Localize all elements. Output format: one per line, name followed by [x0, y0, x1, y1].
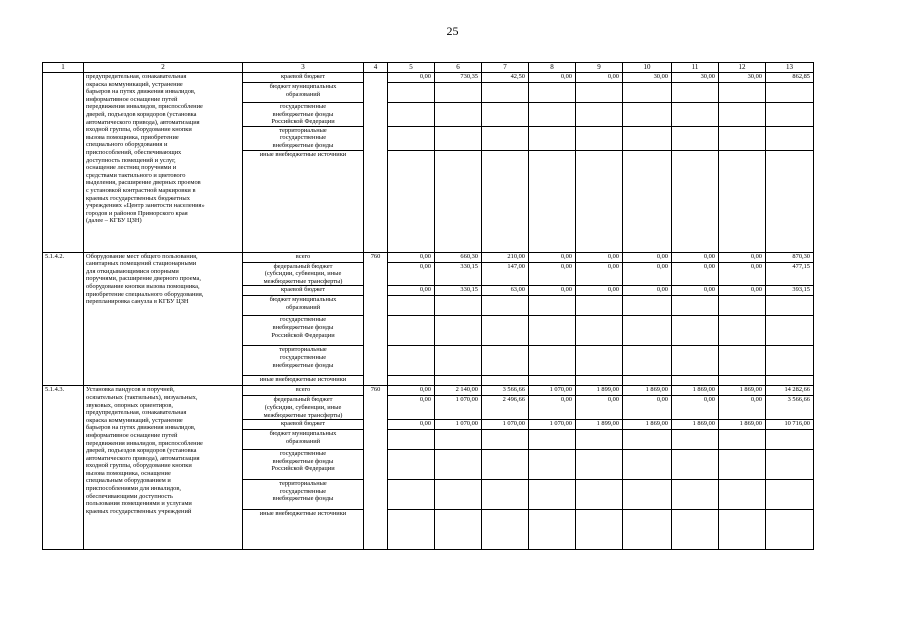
amount-cell: 63,00	[482, 286, 529, 296]
amount-cell	[529, 150, 576, 252]
amount-cell: 330,15	[435, 262, 482, 286]
amount-cell	[719, 510, 766, 550]
column-header: 8	[529, 63, 576, 73]
amount-cell	[766, 480, 814, 510]
amount-cell: 0,00	[672, 396, 719, 420]
amount-cell: 0,00	[623, 396, 672, 420]
column-header: 1	[43, 63, 84, 73]
amount-cell	[766, 450, 814, 480]
amount-cell: 0,00	[529, 73, 576, 83]
amount-cell	[672, 83, 719, 103]
column-header: 12	[719, 63, 766, 73]
item-description: предупредительная, ознакавательная окраска коммуникаций, устранение барьеров на путях движения инвалидов, информативное оснащение путей передвижения инвалидов, приспособление дверей, подъездов коридоров (установка автоматического привода), автоматизация входной группы, оборудование кнопки вызова помощника, приобретение специального оборудования и приспособлений, обеспечивающих доступность помещений и услуг, оснащение лестниц поручнями и средствами тактильного и цветового выделения, расширение дверных проемов с установкой контрастной маркировки в краевых государственных бюджетных учреждениях «Центр занятости населения» городов и районов Приморского края (далее – КГБУ ЦЗН)	[84, 73, 243, 253]
funding-source-label: территориальные государственные внебюджетные фонды	[243, 480, 364, 510]
amount-cell	[435, 316, 482, 346]
funding-source-label: территориальные государственные внебюджетные фонды	[243, 346, 364, 376]
amount-cell	[623, 510, 672, 550]
amount-cell: 0,00	[529, 286, 576, 296]
amount-cell: 0,00	[719, 262, 766, 286]
amount-cell: 477,15	[766, 262, 814, 286]
amount-cell	[623, 450, 672, 480]
amount-cell: 1 070,00	[529, 386, 576, 396]
funding-source-label: всего	[243, 252, 364, 262]
amount-cell	[576, 103, 623, 127]
amount-cell: 862,85	[766, 73, 814, 83]
amount-cell	[623, 430, 672, 450]
amount-cell	[435, 103, 482, 127]
amount-cell	[435, 480, 482, 510]
column-header: 7	[482, 63, 529, 73]
column-header: 4	[364, 63, 388, 73]
amount-cell	[529, 480, 576, 510]
amount-cell	[482, 450, 529, 480]
amount-cell: 0,00	[388, 262, 435, 286]
amount-cell	[576, 510, 623, 550]
funding-source-label: государственные внебюджетные фонды Российской Федерации	[243, 103, 364, 127]
amount-cell	[388, 150, 435, 252]
funding-source-label: бюджет муниципальных образований	[243, 430, 364, 450]
item-code: 5.1.4.2.	[43, 252, 84, 386]
amount-cell	[672, 296, 719, 316]
amount-cell	[766, 376, 814, 386]
amount-cell	[529, 430, 576, 450]
amount-cell: 870,30	[766, 252, 814, 262]
amount-cell	[482, 103, 529, 127]
budget-code	[364, 73, 388, 253]
amount-cell: 1 070,00	[482, 420, 529, 430]
amount-cell	[388, 103, 435, 127]
amount-cell	[672, 316, 719, 346]
amount-cell	[672, 103, 719, 127]
amount-cell: 14 282,66	[766, 386, 814, 396]
amount-cell: 30,00	[719, 73, 766, 83]
amount-cell: 0,00	[388, 252, 435, 262]
amount-cell	[482, 510, 529, 550]
amount-cell	[482, 480, 529, 510]
funding-source-label: краевой бюджет	[243, 420, 364, 430]
amount-cell	[435, 346, 482, 376]
amount-cell: 330,15	[435, 286, 482, 296]
amount-cell	[435, 376, 482, 386]
amount-cell: 210,00	[482, 252, 529, 262]
amount-cell	[388, 430, 435, 450]
amount-cell: 1 070,00	[435, 420, 482, 430]
amount-cell	[672, 510, 719, 550]
amount-cell	[388, 83, 435, 103]
amount-cell: 0,00	[623, 262, 672, 286]
amount-cell	[435, 150, 482, 252]
amount-cell: 0,00	[672, 252, 719, 262]
funding-table	[42, 62, 814, 550]
amount-cell: 1 869,00	[719, 386, 766, 396]
amount-cell	[482, 376, 529, 386]
amount-cell	[576, 316, 623, 346]
amount-cell: 730,35	[435, 73, 482, 83]
amount-cell: 0,00	[576, 262, 623, 286]
amount-cell: 30,00	[623, 73, 672, 83]
amount-cell	[529, 296, 576, 316]
amount-cell	[719, 83, 766, 103]
amount-cell	[623, 346, 672, 376]
amount-cell	[623, 296, 672, 316]
amount-cell	[672, 346, 719, 376]
table-row	[43, 386, 814, 396]
budget-code: 760	[364, 252, 388, 386]
column-header: 13	[766, 63, 814, 73]
amount-cell	[576, 480, 623, 510]
amount-cell: 0,00	[388, 286, 435, 296]
amount-cell: 0,00	[529, 252, 576, 262]
amount-cell	[766, 430, 814, 450]
amount-cell: 1 869,00	[672, 386, 719, 396]
amount-cell: 0,00	[576, 286, 623, 296]
amount-cell: 0,00	[388, 73, 435, 83]
funding-source-label: государственные внебюджетные фонды Российской Федерации	[243, 316, 364, 346]
amount-cell	[576, 430, 623, 450]
amount-cell	[766, 150, 814, 252]
amount-cell	[766, 83, 814, 103]
amount-cell	[576, 376, 623, 386]
amount-cell	[766, 296, 814, 316]
amount-cell: 1 070,00	[529, 420, 576, 430]
amount-cell: 0,00	[576, 396, 623, 420]
table-row	[43, 73, 814, 83]
amount-cell	[766, 126, 814, 150]
amount-cell	[576, 450, 623, 480]
amount-cell: 0,00	[719, 286, 766, 296]
column-header: 2	[84, 63, 243, 73]
funding-source-label: иные внебюджетные источники	[243, 510, 364, 550]
page-number: 25	[446, 24, 459, 38]
amount-cell	[482, 316, 529, 346]
amount-cell	[388, 296, 435, 316]
amount-cell	[719, 376, 766, 386]
funding-source-label: территориальные государственные внебюджетные фонды	[243, 126, 364, 150]
amount-cell	[529, 510, 576, 550]
column-header: 6	[435, 63, 482, 73]
amount-cell	[388, 376, 435, 386]
amount-cell: 0,00	[388, 396, 435, 420]
amount-cell	[388, 316, 435, 346]
amount-cell: 1 899,00	[576, 386, 623, 396]
amount-cell	[719, 150, 766, 252]
amount-cell	[719, 103, 766, 127]
amount-cell	[435, 83, 482, 103]
column-header: 9	[576, 63, 623, 73]
funding-source-label: федеральный бюджет (субсидии, субвенции, иные межбюджетные трансферты)	[243, 396, 364, 420]
amount-cell	[435, 430, 482, 450]
amount-cell: 0,00	[719, 252, 766, 262]
amount-cell	[766, 103, 814, 127]
amount-cell	[719, 316, 766, 346]
amount-cell	[576, 296, 623, 316]
amount-cell	[576, 83, 623, 103]
amount-cell: 393,15	[766, 286, 814, 296]
amount-cell	[623, 376, 672, 386]
amount-cell: 2 140,00	[435, 386, 482, 396]
amount-cell	[529, 103, 576, 127]
amount-cell	[623, 126, 672, 150]
amount-cell	[435, 510, 482, 550]
amount-cell	[719, 346, 766, 376]
amount-cell	[672, 430, 719, 450]
amount-cell	[388, 346, 435, 376]
amount-cell	[435, 296, 482, 316]
amount-cell	[672, 450, 719, 480]
amount-cell	[576, 126, 623, 150]
amount-cell	[766, 346, 814, 376]
item-code: 5.1.4.3.	[43, 386, 84, 550]
item-description: Оборудование мест общего пользования, санитарных помещений стационарными для откидывающимися опорными поручнями, расширение дверного проема, оборудование кнопки вызова помощника, приобретение специального оборудования, перепланировка санузла в КГБУ ЦЗН	[84, 252, 243, 386]
amount-cell	[482, 430, 529, 450]
amount-cell: 42,50	[482, 73, 529, 83]
funding-source-label: всего	[243, 386, 364, 396]
amount-cell	[529, 316, 576, 346]
amount-cell	[435, 450, 482, 480]
amount-cell	[672, 126, 719, 150]
amount-cell: 0,00	[388, 420, 435, 430]
amount-cell	[623, 103, 672, 127]
amount-cell	[766, 316, 814, 346]
funding-source-label: иные внебюджетные источники	[243, 150, 364, 252]
amount-cell	[529, 346, 576, 376]
amount-cell: 1 070,00	[435, 396, 482, 420]
amount-cell: 1 869,00	[623, 386, 672, 396]
amount-cell	[529, 376, 576, 386]
amount-cell	[435, 126, 482, 150]
amount-cell: 10 716,00	[766, 420, 814, 430]
funding-source-label: иные внебюджетные источники	[243, 376, 364, 386]
amount-cell	[482, 346, 529, 376]
funding-source-label: бюджет муниципальных образований	[243, 83, 364, 103]
amount-cell	[482, 296, 529, 316]
amount-cell: 0,00	[388, 386, 435, 396]
amount-cell: 2 496,66	[482, 396, 529, 420]
amount-cell: 0,00	[672, 286, 719, 296]
amount-cell	[529, 83, 576, 103]
budget-code: 760	[364, 386, 388, 550]
amount-cell: 0,00	[623, 252, 672, 262]
amount-cell	[623, 480, 672, 510]
amount-cell	[482, 83, 529, 103]
amount-cell	[672, 376, 719, 386]
amount-cell: 30,00	[672, 73, 719, 83]
amount-cell	[719, 480, 766, 510]
amount-cell: 3 566,66	[482, 386, 529, 396]
amount-cell: 0,00	[623, 286, 672, 296]
amount-cell: 0,00	[576, 252, 623, 262]
funding-source-label: краевой бюджет	[243, 73, 364, 83]
amount-cell	[719, 126, 766, 150]
amount-cell	[766, 510, 814, 550]
header-row	[43, 63, 814, 73]
amount-cell	[719, 430, 766, 450]
amount-cell	[388, 480, 435, 510]
funding-source-label: краевой бюджет	[243, 286, 364, 296]
amount-cell: 0,00	[529, 262, 576, 286]
amount-cell	[672, 480, 719, 510]
amount-cell: 1 869,00	[623, 420, 672, 430]
item-description: Установка пандусов и поручней, осязательных (тактильных), визуальных, звуковых, опорных ориентиров, предупредительная, ознакавательная окраска коммуникаций, устранение барьеров на путях движения инвалидов, информативное оснащение путей передвижения инвалидов, приспособление дверей, подъездов коридоров (установка автоматического привода), автоматизация входной группы, оборудование кнопки вызова помощника, оснащение специальным оборудованием и приспособлениями для инвалидов, обеспечивающими доступность пользования помещениями и услугами краевых государственных учреждений	[84, 386, 243, 550]
amount-cell: 1 899,00	[576, 420, 623, 430]
amount-cell: 0,00	[576, 73, 623, 83]
table-row	[43, 252, 814, 262]
amount-cell: 660,30	[435, 252, 482, 262]
amount-cell	[576, 346, 623, 376]
amount-cell: 147,00	[482, 262, 529, 286]
column-header: 10	[623, 63, 672, 73]
amount-cell: 1 869,00	[719, 420, 766, 430]
amount-cell: 0,00	[529, 396, 576, 420]
funding-source-label: государственные внебюджетные фонды Российской Федерации	[243, 450, 364, 480]
amount-cell: 0,00	[672, 262, 719, 286]
amount-cell	[623, 83, 672, 103]
amount-cell	[482, 150, 529, 252]
amount-cell: 1 869,00	[672, 420, 719, 430]
amount-cell	[719, 450, 766, 480]
amount-cell	[388, 126, 435, 150]
amount-cell	[623, 316, 672, 346]
column-header: 11	[672, 63, 719, 73]
amount-cell	[576, 150, 623, 252]
amount-cell	[482, 126, 529, 150]
item-code	[43, 73, 84, 253]
amount-cell	[388, 510, 435, 550]
amount-cell	[623, 150, 672, 252]
funding-source-label: бюджет муниципальных образований	[243, 296, 364, 316]
amount-cell: 0,00	[719, 396, 766, 420]
column-header: 5	[388, 63, 435, 73]
funding-source-label: федеральный бюджет (субсидии, субвенции, иные межбюджетные трансферты)	[243, 262, 364, 286]
amount-cell	[529, 126, 576, 150]
amount-cell	[388, 450, 435, 480]
amount-cell: 3 566,66	[766, 396, 814, 420]
amount-cell	[672, 150, 719, 252]
column-header: 3	[243, 63, 364, 73]
amount-cell	[529, 450, 576, 480]
amount-cell	[719, 296, 766, 316]
